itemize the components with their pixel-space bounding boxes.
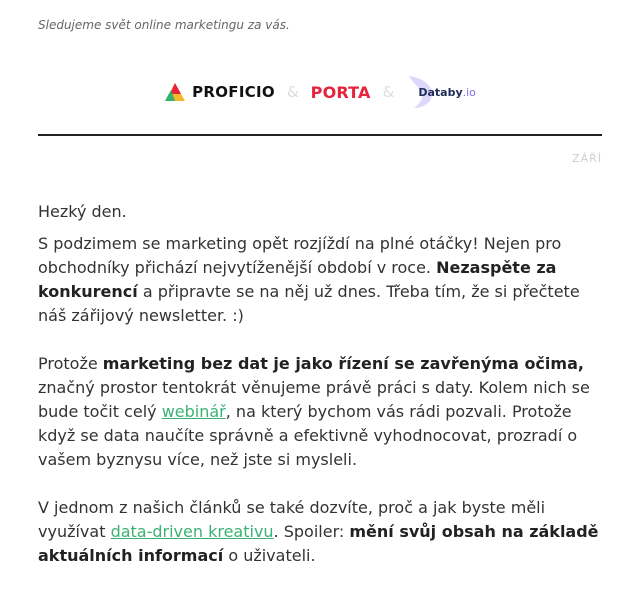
porta-logo[interactable] — [311, 83, 371, 102]
paragraph-intro: S podzimem se marketing opět rozjíždí na plné otáčky! Nejen pro obchodníky přichází nejvytíženější období v roce. Nezaspěte za konkurencí a připravte se na něj už dnes. Třeba tím, že si přečtete náš zářijový newsletter. :) — [38, 234, 580, 325]
bold-text: marketing bez dat je jako řízení se zavřenýma očima, — [102, 354, 584, 373]
paragraph-creative: V jednom z našich článků se také dozvíte, proč a jak byste měli využívat data-driven kreativu. Spoiler: mění svůj obsah na základě aktuálních informací o uživateli. — [38, 498, 599, 565]
databy-wordmark: Databy.io — [418, 85, 476, 99]
issue-month: ZÁŘÍ — [572, 152, 602, 165]
proficio-wordmark: PROFICIO — [192, 83, 275, 101]
porta-wordmark: PORTA — [310, 82, 371, 102]
ampersand-separator: & — [382, 83, 395, 101]
newsletter-body — [38, 200, 602, 592]
header-divider — [38, 134, 602, 136]
bold-text: mění svůj obsah na základě aktuálních informací — [38, 522, 599, 565]
brand-logos — [0, 74, 640, 110]
paragraph-data: Protože marketing bez dat je jako řízení se zavřenýma očima, značný prostor tentokrát věnujeme právě práci s daty. Kolem nich se bude točit celý webinář, na který bychom vás rádi pozvali. Protože když se data naučíte správně a efektivně vyhodnocovat, prozradí o vašem byznysu více, než jste si mysleli. — [38, 354, 590, 469]
webinar-link[interactable]: webinář — [161, 402, 226, 421]
ampersand-separator: & — [286, 83, 299, 101]
data-driven-creative-link[interactable]: data-driven kreativu — [110, 522, 274, 541]
preheader-text: Sledujeme svět online marketingu za vás. — [38, 18, 290, 32]
proficio-logo[interactable] — [164, 82, 275, 102]
proficio-mountain-icon — [164, 82, 186, 102]
databy-logo[interactable] — [406, 86, 476, 99]
greeting: Hezký den. — [38, 202, 127, 221]
bold-text: Nezaspěte za konkurencí — [38, 258, 557, 301]
